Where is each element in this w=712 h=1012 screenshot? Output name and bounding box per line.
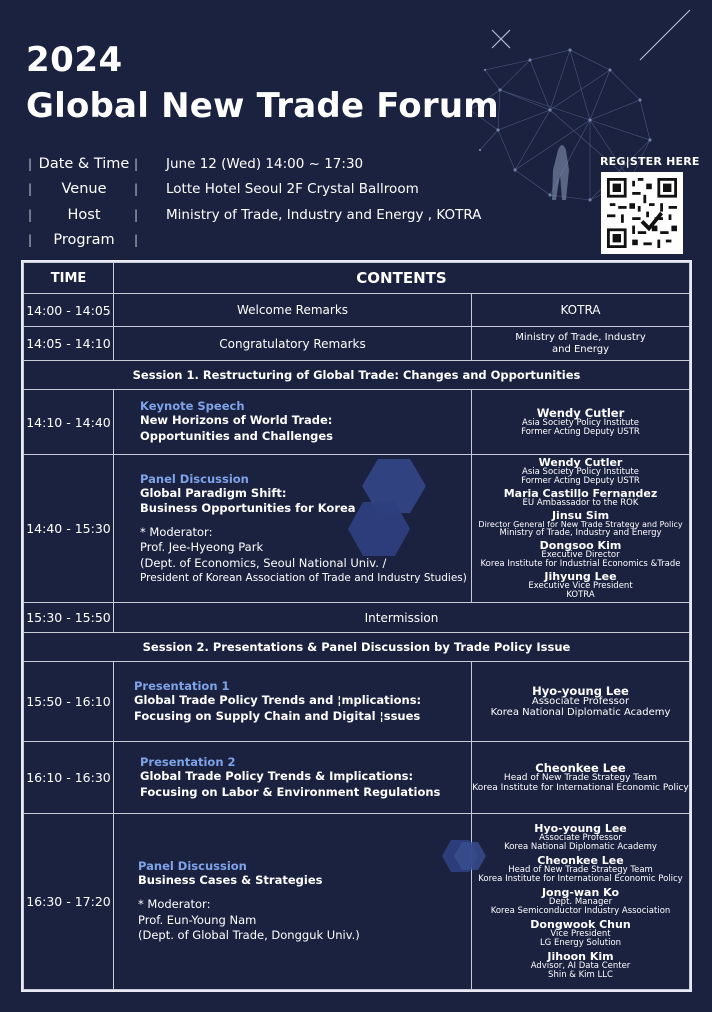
topic-line: Focusing on Supply Chain and Digital ¦ssues [134,708,421,723]
table-row [24,294,690,327]
speaker-cell [472,455,690,603]
header-time: TIME [24,263,114,294]
row-time: 16:10 - 16:30 [24,742,114,814]
info-row-venue: | Venue | Lotte Hotel Seoul 2F Crystal Ballroom [28,181,419,198]
speaker-name: Maria Castillo Fernandez [503,486,658,500]
speaker-cell [472,742,690,814]
program-table [21,260,692,992]
row-content: Congratulatory Remarks [114,327,472,361]
speaker-role: Asia Society Policy Institute [522,418,639,429]
row-content [114,662,472,742]
speaker-role: Advisor, AI Data Center [530,960,631,971]
row-time: 14:10 - 14:40 [24,390,114,455]
info-value: Lotte Hotel Seoul 2F Crystal Ballroom [166,181,419,198]
speaker-name: Wendy Cutler [538,456,623,470]
table-row [24,603,690,633]
header-contents: CONTENTS [114,263,690,294]
title-year: 2024 [26,40,123,80]
row-content: Welcome Remarks [114,294,472,327]
speaker-role: Korea Semiconductor Industry Association [490,906,671,916]
moderator-name: Prof. Jee-Hyeong Park [140,540,264,555]
row-by: KOTRA [472,294,690,327]
session-row [24,633,690,662]
speaker-role: Former Acting Deputy USTR [521,427,640,438]
speaker-role: Asia Society Policy Institute [522,467,639,478]
session-kind: Keynote Speech [140,399,245,414]
session-kind: Presentation 1 [134,678,230,693]
speaker-role: Director General for New Trade Strategy and Policy [478,519,683,529]
session-kind: Panel Discussion [140,471,249,486]
speaker-role: Korea Institute for International Economic Policy [472,782,689,793]
speaker-role: Former Acting Deputy USTR [521,476,640,487]
table-row [24,455,690,603]
speaker-name: Cheonkee Lee [537,854,624,868]
moderator-label: * Moderator: [138,896,211,911]
row-time: 14:00 - 14:05 [24,294,114,327]
speaker-name: Hyo-young Lee [532,683,629,698]
topic-line: Business Cases & Strategies [138,873,323,888]
session-title: Session 1. Restructuring of Global Trade: Changes and Opportunities [24,361,690,390]
speaker-role: Ministry of Trade, Industry and Energy [499,528,662,539]
speaker-role: Associate Professor [531,696,630,708]
topic-line: New Horizons of World Trade: [140,413,333,428]
row-time: 14:05 - 14:10 [24,327,114,361]
session-kind: Panel Discussion [138,859,247,874]
table-row [24,662,690,742]
speaker-role: Korea National Diplomatic Academy [490,706,671,718]
speaker-role: Korea National Diplomatic Academy [504,842,657,853]
speaker-role: Head of New Trade Strategy Team [508,865,653,876]
info-label: Program [53,232,115,249]
speaker-cell [472,662,690,742]
speaker-role: LG Energy Solution [539,937,622,948]
speaker-name: Jong-wan Ko [541,886,620,900]
info-value: Ministry of Trade, Industry and Energy , KOTRA [166,206,482,223]
moderator-label: * Moderator: [140,524,213,539]
event-info [28,151,508,253]
info-value: June 12 (Wed) 14:00 ~ 17:30 [166,155,364,172]
topic-line: Global Trade Policy Trends & Implications: [140,768,414,783]
speaker-cell [472,814,690,990]
speaker-role: Korea Institute for Industrial Economics &Trade [480,559,681,570]
table-row [24,814,690,990]
row-content: Intermission [114,603,690,633]
speaker-role: Associate Professor [539,833,622,844]
speaker-name: Hyo-young Lee [534,822,627,836]
row-content [114,742,472,814]
speaker-role: Korea Institute for International Economic Policy [478,874,683,885]
session-title: Session 2. Presentations & Panel Discussion by Trade Policy Issue [24,633,690,662]
speaker-name: Wendy Cutler [536,406,625,421]
speaker-name: Dongwook Chun [530,917,631,931]
speaker-role: Vice President [550,928,611,939]
topic-line: Focusing on Labor & Environment Regulations [140,784,441,799]
table-row [24,742,690,814]
topic-line: Global Paradigm Shift: [140,485,287,500]
row-content [114,390,472,455]
speaker-name: Jihyung Lee [544,570,617,584]
speaker-name: Cheonkee Lee [535,761,626,776]
row-time: 16:30 - 17:20 [24,814,114,990]
info-row-date: | Date & Time | June 12 (Wed) 14:00 ~ 17:30 [28,155,364,172]
speaker-role: Executive Vice President [528,581,633,592]
speaker-role: KOTRA [566,589,595,600]
moderator-affiliation: (Dept. of Global Trade, Dongguk Univ.) [138,928,360,943]
session-kind: Presentation 2 [140,754,236,769]
register-qr-code[interactable] [601,172,683,254]
speaker-cell [472,390,690,455]
info-label: Venue [61,181,107,198]
topic-line: Global Trade Policy Trends and ¦mplications: [134,692,422,707]
moderator-affiliation: (Dept. of Economics, Seoul National Univ. / [140,555,387,570]
info-label: Host [67,206,101,223]
row-content [114,814,472,990]
table-row [24,327,690,361]
info-row-program: | Program | [28,232,139,249]
info-row-host: | Host | Ministry of Trade, Industry and Energy , KOTRA [28,206,482,223]
moderator-affiliation: President of Korean Association of Trade and Industry Studies) [140,572,467,585]
row-content [114,455,472,603]
session-row [24,361,690,390]
qr-code-icon [607,178,677,248]
register-label: REG|STER HERE [600,155,700,168]
table-row [24,390,690,455]
speaker-name: Jihoon Kim [547,949,614,963]
speaker-role: Executive Director [541,550,620,561]
speaker-role: Shin & Kim LLC [548,969,613,980]
moderator-name: Prof. Eun-Young Nam [138,912,257,927]
row-time: 15:50 - 16:10 [24,662,114,742]
topic-line: Opportunities and Challenges [140,429,334,443]
row-by: Ministry of Trade, Industry and Energy [472,327,690,361]
speaker-name: Jinsu Sim [551,508,610,522]
topic-line: Business Opportunities for Korea [140,501,356,516]
speaker-role: Dept. Manager [548,897,613,908]
speaker-role: EU Ambassador to the ROK [522,497,639,508]
speaker-role: Head of New Trade Strategy Team [503,773,658,784]
info-label: Date & Time [38,155,130,172]
speaker-name: Dongsoo Kim [539,539,622,553]
page-title: Global New Trade Forum [26,86,499,126]
row-time: 15:30 - 15:50 [24,603,114,633]
row-time: 14:40 - 15:30 [24,455,114,603]
